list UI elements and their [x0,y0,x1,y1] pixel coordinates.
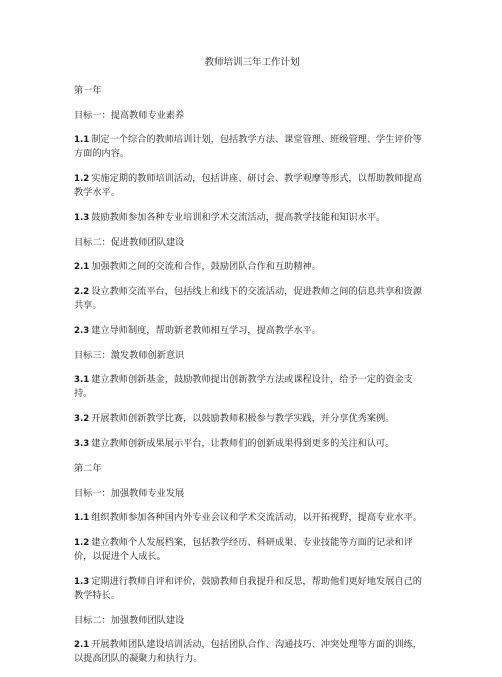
item-text: 开展教师创新教学比赛，以鼓励教师积极参与教学实践，并分享优秀案例。 [91,413,395,424]
plan-item [74,575,430,603]
item-number: 2.1 [74,262,90,272]
item-text: 实施定期的教师培训活动，包括讲座、研讨会、教学观摩等形式，以帮助教师提高教学水平。 [74,173,422,198]
document-page [74,56,430,677]
goal-heading: 目标一：加强教师专业发展 [74,488,185,499]
plan-item [74,285,430,313]
item-number: 1.1 [74,135,90,145]
plan-item [74,211,430,225]
plan-item [74,536,430,564]
item-text: 开展教师团队建设培训活动，包括团队合作、沟通技巧、冲突处理等方面的训练，以提高团队的凝聚力和执行力。 [74,639,422,664]
goal-heading: 目标二：促进教师团队建设 [74,237,185,248]
plan-item [74,172,430,200]
plan-item [74,373,430,401]
goal-heading: 目标二：加强教师团队建设 [74,615,185,626]
item-number: 3.2 [74,414,90,424]
item-number: 1.3 [74,577,90,587]
item-number: 1.3 [74,213,90,223]
item-text: 制定一个综合的教师培训计划，包括教学方法、课堂管理、班级管理、学生评价等方面的内容。 [74,134,422,159]
item-text: 建立教师个人发展档案，包括教学经历、科研成果、专业技能等方面的记录和评价，以促进个人成长。 [74,537,413,562]
item-text: 组织教师参加各种国内外专业会议和学术交流活动，以开拓视野，提高专业水平。 [91,512,422,523]
plan-item [74,133,430,161]
item-number: 1.2 [74,174,90,184]
plan-item [74,638,430,666]
item-text: 建立教师创新成果展示平台，让教师们的创新成果得到更多的关注和认可。 [91,438,395,449]
goal-heading: 目标三：激发教师创新意识 [74,350,185,361]
item-text: 设立教师交流平台，包括线上和线下的交流活动，促进教师之间的信息共享和资源共享。 [74,286,422,311]
item-text: 建立导师制度，帮助新老教师相互学习，提高教学水平。 [91,325,321,336]
plan-item [74,324,430,338]
item-number: 2.3 [74,326,90,336]
plan-item [74,437,430,451]
item-number: 2.2 [74,287,90,297]
plan-item [74,511,430,525]
item-number: 2.1 [74,640,90,650]
document-title: 教师培训三年工作计划 [204,57,300,68]
plan-item [74,260,430,274]
item-number: 1.1 [74,513,90,523]
item-text: 定期进行教师自评和评价，鼓励教师自我提升和反思，帮助他们更好地发展自己的教学特长。 [74,576,422,601]
item-number: 3.3 [74,439,90,449]
item-number: 3.1 [74,375,90,385]
year-heading: 第一年 [74,85,102,96]
item-text: 鼓励教师参加各种专业培训和学术交流活动，提高教学技能和知识水平。 [91,212,386,223]
goal-heading: 目标一：提高教师专业素养 [74,110,185,121]
item-text: 建立教师创新基金，鼓励教师提出创新教学方法或课程设计，给予一定的资金支持。 [74,374,413,399]
year-heading: 第二年 [74,463,102,474]
item-number: 1.2 [74,538,90,548]
item-text: 加强教师之间的交流和合作，鼓励团队合作和互助精神。 [91,261,321,272]
plan-item [74,412,430,426]
